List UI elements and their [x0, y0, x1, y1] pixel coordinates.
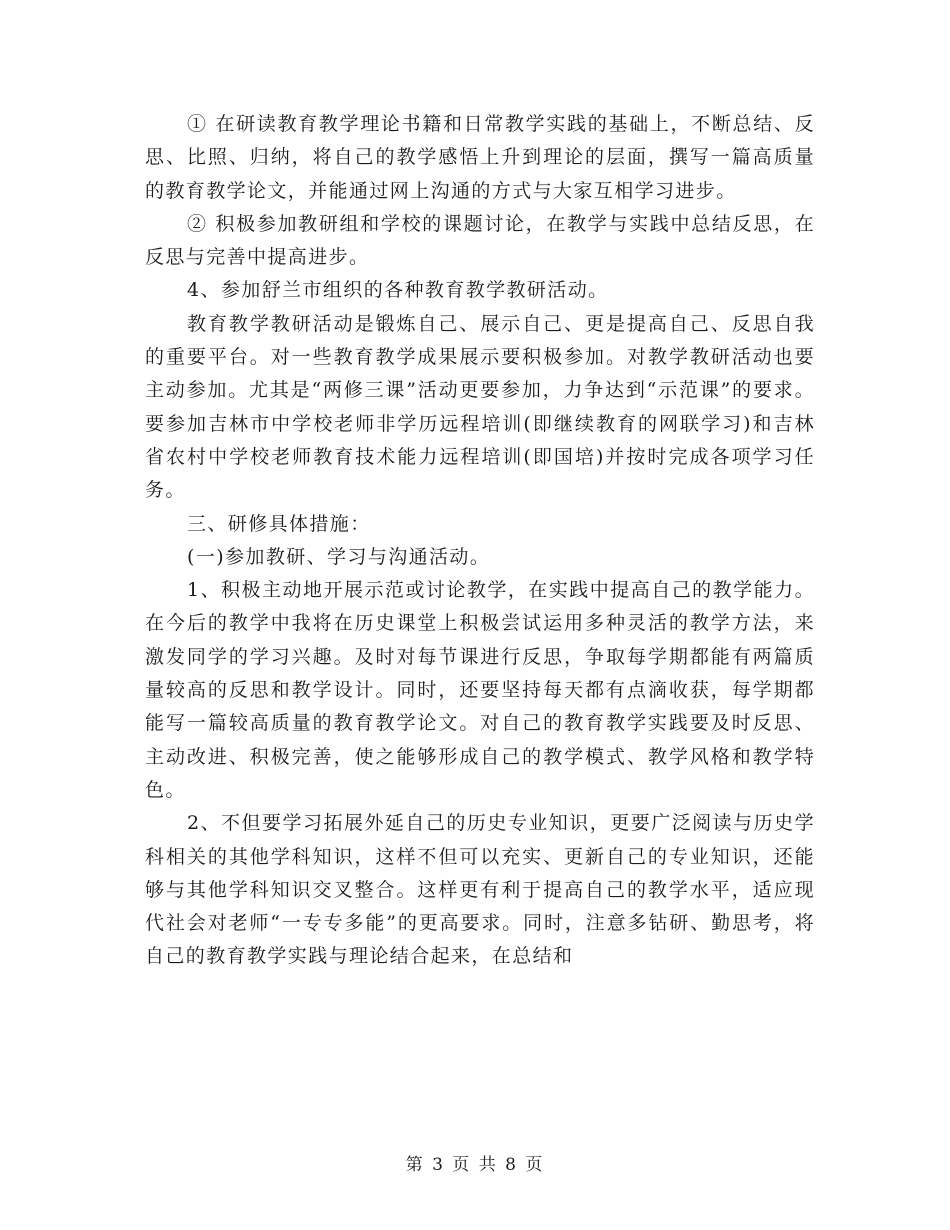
section-heading-measures: 三、研修具体措施：: [187, 512, 371, 535]
document-body: [145, 108, 815, 974]
page-number-footer: 第 3 页 共 8 页: [405, 1155, 545, 1175]
paragraph-research-topics: ② 积极参加教研组和学校的课题讨论，在教学与实践中总结反思，在反思与完善中提高进步。: [145, 212, 815, 269]
paragraph-teaching-activities: 教育教学教研活动是锻炼自己、展示自己、更是提高自己、反思自我的重要平台。对一些教育教学成果展示要积极参加。对教学教研活动也要主动参加。尤其是“两修三课”活动更要参加，力争达到“示范课”的要求。要参加吉林市中学校老师非学历远程培训(即继续教育的网联学习)和吉林省农村中学校老师教育技术能力远程培训(即国培)并按时完成各项学习任务。: [145, 312, 815, 502]
paragraph-item-4-heading: 4、参加舒兰市组织的各种教育教学教研活动。: [187, 279, 609, 302]
paragraph-measure-2: 2、不但要学习拓展外延自己的历史专业知识，更要广泛阅读与历史学科相关的其他学科知识，这样不但可以充实、更新自己的专业知识，还能够与其他学科知识交叉整合。这样更有利于提高自己的教学水平，适应现代社会对老师“一专专多能”的更高要求。同时，注意多钻研、勤思考，将自己的教育教学实践与理论结合起来，在总结和: [145, 812, 815, 968]
paragraph-study-theory: ① 在研读教育教学理论书籍和日常教学实践的基础上，不断总结、反思、比照、归纳，将自己的教学感悟上升到理论的层面，撰写一篇高质量的教育教学论文，并能通过网上沟通的方式与大家互相学习进步。: [145, 113, 815, 202]
paragraph-measure-1: 1、积极主动地开展示范或讨论教学，在实践中提高自己的教学能力。在今后的教学中我将在历史课堂上积极尝试运用多种灵活的教学方法，来激发同学的学习兴趣。及时对每节课进行反思，争取每学期都能有两篇质量较高的反思和教学设计。同时，还要坚持每天都有点滴收获，每学期都能写一篇较高质量的教育教学论文。对自己的教育教学实践要及时反思、主动改进、积极完善，使之能够形成自己的教学模式、教学风格和教学特色。: [145, 579, 815, 801]
subsection-heading-activities: (一)参加教研、学习与沟通活动。: [187, 545, 491, 568]
